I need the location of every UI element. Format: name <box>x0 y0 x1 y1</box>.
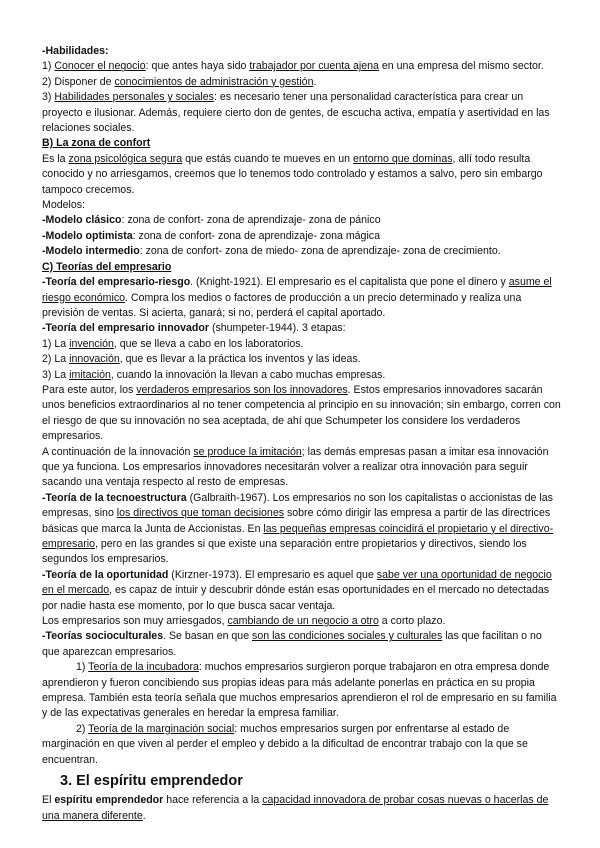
text: 2) Disponer de <box>42 75 115 88</box>
text: Es la <box>42 152 69 165</box>
autor-paragraph <box>42 383 562 445</box>
teoria-riesgo <box>42 275 562 321</box>
etapa-3 <box>42 368 562 383</box>
underlined-text: se produce la imitación <box>193 445 302 458</box>
underlined-text: verdaderos empresarios son los innovadores <box>136 383 348 396</box>
text: , que se lleva a cabo en los laboratorios. <box>113 337 304 350</box>
bold-text: espíritu emprendedor <box>54 794 164 807</box>
underlined-text: imitación <box>69 368 111 381</box>
underlined-text: invención <box>69 337 114 350</box>
underlined-text: cambiando de un negocio a otro <box>227 615 379 628</box>
habilidades-heading: -Habilidades: <box>42 45 109 57</box>
text: , pero en las grandes si que existe una separación entre propietarios y directivos, siendo los segundos los empresarios. <box>42 538 527 566</box>
bold-text: -Teoría de la oportunidad <box>42 568 169 581</box>
text: a corto plazo. <box>378 615 446 628</box>
text: Para este autor, los <box>42 383 137 396</box>
underlined-text: capacidad innovadora de probar cosas nuevas o hacerlas de una manera diferente <box>42 794 549 822</box>
text: ; las demás empresas pasan a imitar esa innovación que ya funciona. Los empresarios innovadores necesitarán volver a realizar otra innovación para seguir sacando una ventaja respecto al resto de empresas. <box>42 445 549 489</box>
document-page <box>42 44 562 824</box>
text: . Compra los medios o factores de producción a un precio determinado y realiza una previsión de ventas. Si acierta, ganará; si no, perderá el capital aportado. <box>42 291 522 319</box>
text: . (Knight-1921). El empresario es el capitalista que pone el dinero y <box>190 276 509 289</box>
text: : zona de confort- zona de aprendizaje- zona de pánico <box>121 214 381 227</box>
teoria-oportunidad <box>42 568 562 614</box>
espiritu-heading: 3. El espíritu emprendedor <box>60 773 243 790</box>
text: sobre cómo dirigir las empresa a partir de las directrices básicas que marca la Junta de Accionistas. En <box>42 507 551 535</box>
arriesgados-paragraph <box>42 614 562 629</box>
text: : muchos empresarios surgen por enfrentarse al estado de marginación en que viven al perder el empleo y debido a la dificultad de encontrar trabajo con la que se encuentran. <box>42 722 528 766</box>
underlined-text: sabe ver una oportunidad de negocio en el mercado <box>42 568 552 597</box>
text: Los empresarios son muy arriesgados, <box>42 615 228 628</box>
bold-text: -Teoría del empresario innovador <box>42 322 209 335</box>
underlined-text: zona psicológica segura <box>68 152 183 165</box>
text: (shumpeter-1944). 3 etapas: <box>209 322 346 335</box>
text: 1) La <box>42 337 70 350</box>
bold-text: -Modelo clásico <box>42 214 122 227</box>
espiritu-paragraph <box>42 793 562 824</box>
modelo-clasico <box>42 213 562 228</box>
underlined-text: Teoría de la incubadora <box>88 661 199 674</box>
text: : zona de confort- zona de aprendizaje- zona mágica <box>132 229 380 242</box>
text: que estás cuando te mueves en un <box>182 152 353 165</box>
underlined-text: las pequeñas empresas coincidirá el propietario y el directivo-empresario <box>42 522 554 550</box>
text: las que facilitan o no que aparezcan empresarios. <box>42 630 542 658</box>
text: en una empresa del mismo sector. <box>378 60 544 73</box>
text: 3) La <box>42 368 70 381</box>
underlined-text: los directivos que toman decisiones <box>116 507 285 520</box>
text: (Kirzner-1973). El empresario es aquel que <box>168 568 377 581</box>
underlined-text: conocimientos de administración y gestión <box>114 75 314 88</box>
text: El <box>42 794 55 807</box>
text: . <box>142 809 146 822</box>
text: , que es llevar a la práctica los inventos y las ideas. <box>119 353 361 366</box>
teoria-innovador <box>42 321 562 336</box>
bold-text: -Teoría de la tecnoestructura <box>42 491 187 504</box>
text: , es capaz de intuir y descubrir dónde están esas oportunidades en el mercado no detectadas por nadie hasta ese momento, por lo que busca sacar ventaja. <box>42 584 550 612</box>
text: 1) <box>42 60 55 73</box>
text: . Estos empresarios innovadores sacarán unos beneficios extraordinarios al no tener competencia al principio en su innovación; sin embargo, corren con el riesgo de que su innovación no sea aceptada, de ahí que Schumpeter los considere los verdaderos empresarios. <box>42 383 561 443</box>
bold-text: -Teorías socioculturales <box>42 630 164 643</box>
underlined-text: asume el riesgo económico <box>42 276 552 304</box>
modelo-optimista <box>42 229 562 244</box>
text: 1) <box>76 661 89 674</box>
bold-text: -Modelo optimista <box>42 229 133 242</box>
text: A continuación de la innovación <box>42 445 194 458</box>
text: : muchos empresarios surgieron porque trabajaron en otra empresa donde aprendieron y fueron concibiendo sus propias ideas para más adelante ponerlas en práctica en su propia empresa. También esta teoría señala que muchos empresarios aprendieron el rol de empresario en su familia y de las expectativas generales en heredar la empresa familiar. <box>42 661 557 720</box>
zona-confort-heading: B) La zona de confort <box>42 137 151 150</box>
teoria-incubadora <box>42 660 562 722</box>
habilidad-item-3 <box>42 90 562 136</box>
text: 2) La <box>42 353 70 366</box>
text: : es necesario tener una personalidad característica para crear un proyecto e ilusionar. Además, requiere cierto don de gentes, de escucha activa, empatía y asertividad en las relaciones sociales. <box>42 91 550 135</box>
text: : que antes haya sido <box>145 60 250 73</box>
underlined-text: Teoría de la marginación social <box>88 722 235 735</box>
text: . Se basan en que <box>163 630 253 643</box>
habilidad-item-2 <box>42 75 562 90</box>
etapa-1 <box>42 337 562 352</box>
text: : zona de confort- zona de miedo- zona de aprendizaje- zona de crecimiento. <box>139 245 501 258</box>
text: , allí todo resulta conocido y no arriesgamos, creemos que lo tenemos todo controlado y estamos a salvo, pero sin embargo tampoco crecemos. <box>42 152 543 196</box>
underlined-text: innovación <box>69 353 120 366</box>
teorias-heading: C) Teorías del empresario <box>42 260 172 273</box>
text: 3) <box>42 91 55 104</box>
text: . <box>313 75 317 88</box>
underlined-text: entorno que dominas <box>352 152 453 165</box>
modelos-label: Modelos: <box>42 199 85 212</box>
underlined-text: son las condiciones sociales y culturales <box>252 630 443 643</box>
etapa-2 <box>42 352 562 367</box>
imitacion-paragraph <box>42 445 562 491</box>
bold-text: -Modelo intermedio <box>42 245 140 258</box>
text: (Galbraith-1967). Los empresarios no son los capitalistas o accionistas de las empresas, sino <box>42 491 553 520</box>
habilidad-item-1 <box>42 59 562 74</box>
text: hace referencia a la <box>163 794 263 807</box>
bold-text: -Teoría del empresario-riesgo <box>42 276 191 289</box>
teoria-marginacion <box>42 722 562 768</box>
text: , cuando la innovación la llevan a cabo muchas empresas. <box>110 368 386 381</box>
underlined-text: Habilidades personales y sociales <box>54 91 214 104</box>
text: 2) <box>76 722 89 735</box>
modelo-intermedio <box>42 244 562 259</box>
underlined-text: trabajador por cuenta ajena <box>249 60 379 73</box>
zona-paragraph <box>42 152 562 198</box>
teorias-socioculturales <box>42 629 562 660</box>
underlined-text: Conocer el negocio <box>54 60 146 73</box>
teoria-tecnoestructura <box>42 491 562 568</box>
